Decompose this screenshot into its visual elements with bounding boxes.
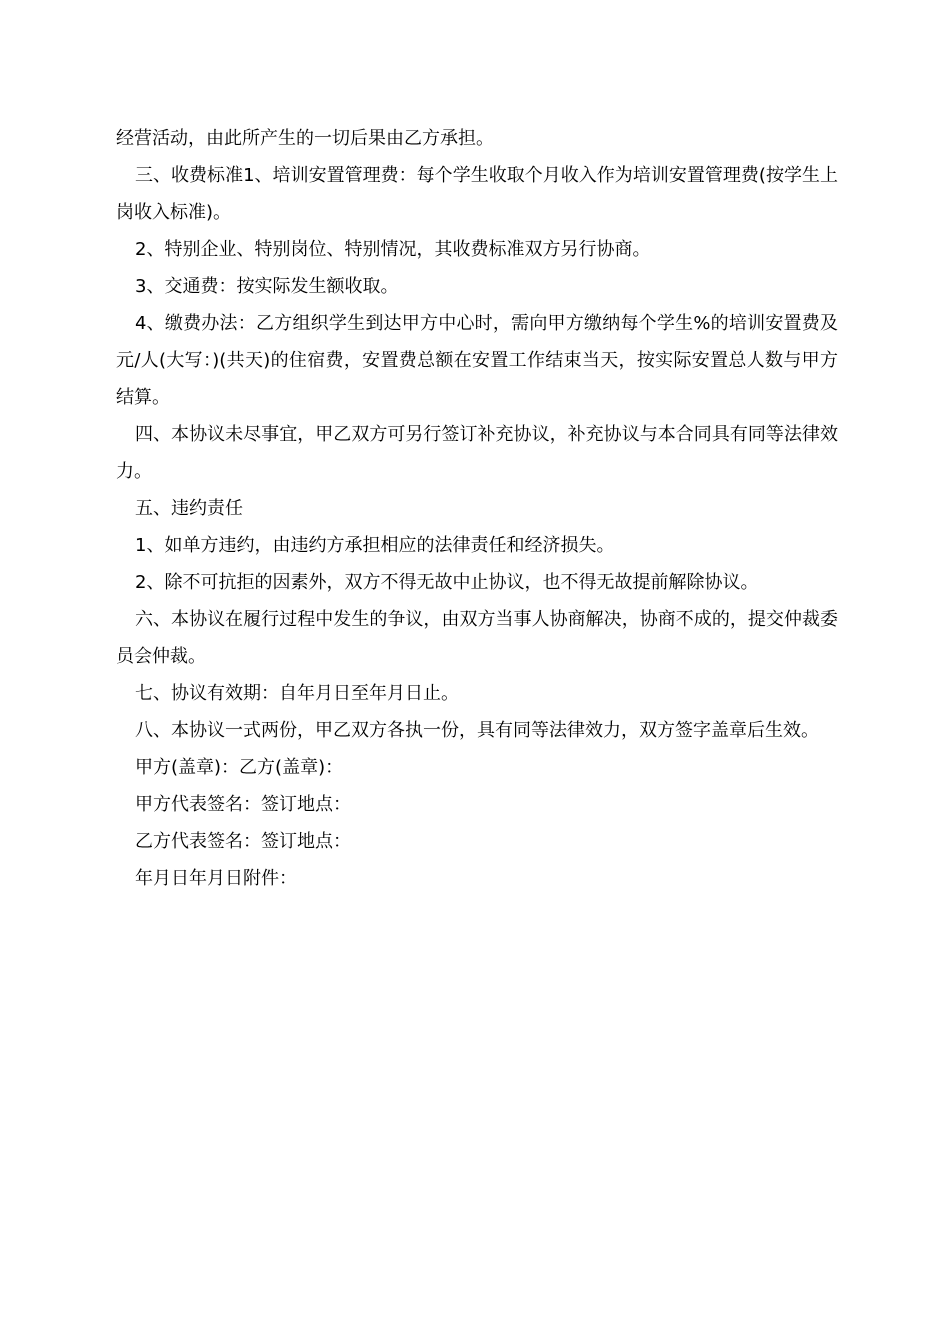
date-attachment-line: 年月日年月日附件： [135, 868, 297, 889]
paragraph-supplementary-agreement: 四、本协议未尽事宜，甲乙双方可另行签订补充协议，补充协议与本合同具有同等法律效力。 [116, 424, 838, 482]
paragraph-unilateral-breach: 1、如单方违约，由违约方承担相应的法律责任和经济损失。 [135, 535, 615, 556]
signature-party-b-line: 乙方代表签名：签订地点： [135, 831, 351, 852]
paragraph-transport-fee: 3、交通费：按实际发生额收取。 [135, 276, 399, 297]
heading-breach-liability: 五、违约责任 [135, 498, 243, 519]
paragraph-special-fees: 2、特别企业、特别岗位、特别情况，其收费标准双方另行协商。 [135, 239, 651, 260]
paragraph-continuation: 经营活动，由此所产生的一切后果由乙方承担。 [116, 128, 494, 149]
paragraph-dispute-resolution: 六、本协议在履行过程中发生的争议，由双方当事人协商解决，协商不成的，提交仲裁委员会仲裁。 [116, 609, 838, 667]
paragraph-fee-standard: 三、收费标准1、培训安置管理费：每个学生收取个月收入作为培训安置管理费(按学生上岗收入标准)。 [116, 165, 838, 223]
document-page [116, 120, 838, 897]
paragraph-validity-period: 七、协议有效期：自年月日至年月日止。 [135, 683, 459, 704]
paragraph-copies: 八、本协议一式两份，甲乙双方各执一份，具有同等法律效力，双方签字盖章后生效。 [135, 720, 819, 741]
signature-seal-line: 甲方(盖章)：乙方(盖章)： [135, 757, 344, 778]
paragraph-payment-method: 4、缴费办法：乙方组织学生到达甲方中心时，需向甲方缴纳每个学生%的培训安置费及元/人(大写：)(共天)的住宿费，安置费总额在安置工作结束当天，按实际安置总人数与甲方结算。 [116, 313, 838, 408]
signature-party-a-line: 甲方代表签名：签订地点： [135, 794, 351, 815]
paragraph-no-termination: 2、除不可抗拒的因素外，双方不得无故中止协议，也不得无故提前解除协议。 [135, 572, 759, 593]
